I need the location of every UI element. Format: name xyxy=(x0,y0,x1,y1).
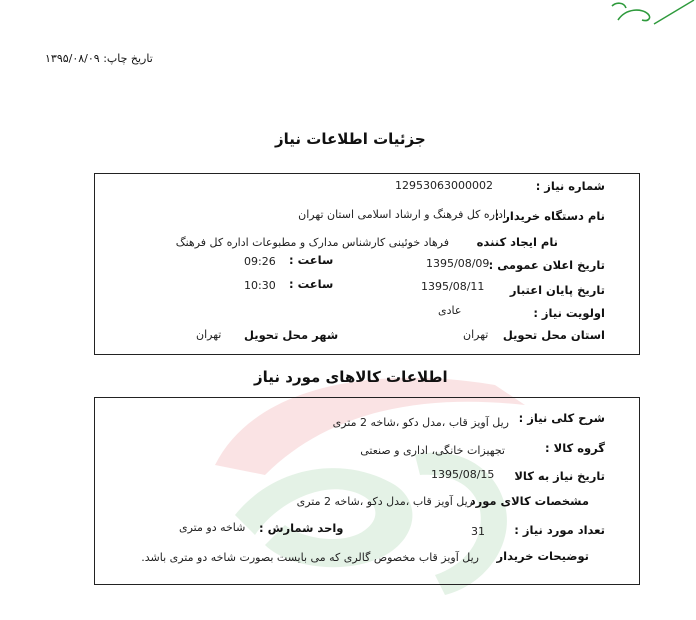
group-label: گروه کالا : xyxy=(545,441,605,455)
spec-value: ریل آویز قاب ،مدل دکو ،شاخه 2 متری xyxy=(296,495,473,508)
buyer-org-value: اداره کل فرهنگ و ارشاد اسلامی استان تهران xyxy=(298,208,506,221)
need-date-value: 1395/08/15 xyxy=(431,468,495,481)
need-number-label: شماره نیاز : xyxy=(535,179,605,193)
print-date-label: تاریخ چاپ: xyxy=(103,52,153,65)
spec-label: مشخصات کالای مورد xyxy=(469,494,589,508)
priority-value: عادی xyxy=(438,304,462,317)
creator-label: نام ایجاد کننده xyxy=(476,235,558,249)
summary-value: ریل آویز قاب ،مدل دکو ،شاخه 2 متری xyxy=(332,416,509,429)
delivery-city-label: شهر محل تحویل xyxy=(244,328,339,342)
need-number-value: 12953063000002 xyxy=(395,179,493,192)
goods-info-title: اطلاعات کالاهای مورد نیاز xyxy=(254,368,448,386)
priority-label: اولویت نیاز : xyxy=(533,306,605,320)
need-date-label: تاریخ نیاز به کالا xyxy=(514,469,605,483)
buyer-notes-value: ریل آویز قاب مخصوص گالری که می بایست بصورت شاخه دو متری باشد. xyxy=(141,551,479,564)
unit-value: شاخه دو متری xyxy=(179,521,246,534)
expiry-time-value: 10:30 xyxy=(244,279,276,292)
delivery-province-label: استان محل تحویل xyxy=(502,328,605,342)
group-value: تجهیزات خانگی، اداری و صنعتی xyxy=(360,444,505,457)
announce-date-value: 1395/08/09 xyxy=(426,257,490,270)
print-date xyxy=(45,52,153,65)
delivery-city-value: تهران xyxy=(196,328,222,341)
quantity-label: تعداد مورد نیاز : xyxy=(514,523,605,537)
summary-label: شرح کلی نیاز : xyxy=(518,411,605,425)
announce-time-value: 09:26 xyxy=(244,255,276,268)
buyer-notes-label: توضیحات خریدار xyxy=(496,549,589,563)
creator-value: فرهاد خوئینی کارشناس مدارک و مطبوعات اداره کل فرهنگ xyxy=(175,236,449,249)
brand-logo xyxy=(598,0,696,26)
expiry-time-label: ساعت : xyxy=(289,277,334,291)
unit-label: واحد شمارش : xyxy=(259,521,344,535)
expiry-date-value: 1395/08/11 xyxy=(421,280,485,293)
expiry-date-label: تاریخ پایان اعتبار xyxy=(509,283,605,297)
buyer-org-label: نام دستگاه خریدار : xyxy=(494,209,605,223)
delivery-province-value: تهران xyxy=(463,328,489,341)
announce-time-label: ساعت : xyxy=(289,253,334,267)
announce-date-label: تاریخ اعلان عمومی : xyxy=(488,258,605,272)
quantity-value: 31 xyxy=(471,525,485,538)
print-date-value: ۱۳۹۵/۰۸/۰۹ xyxy=(45,52,100,65)
need-details-title: جزئیات اطلاعات نیاز xyxy=(275,130,426,148)
